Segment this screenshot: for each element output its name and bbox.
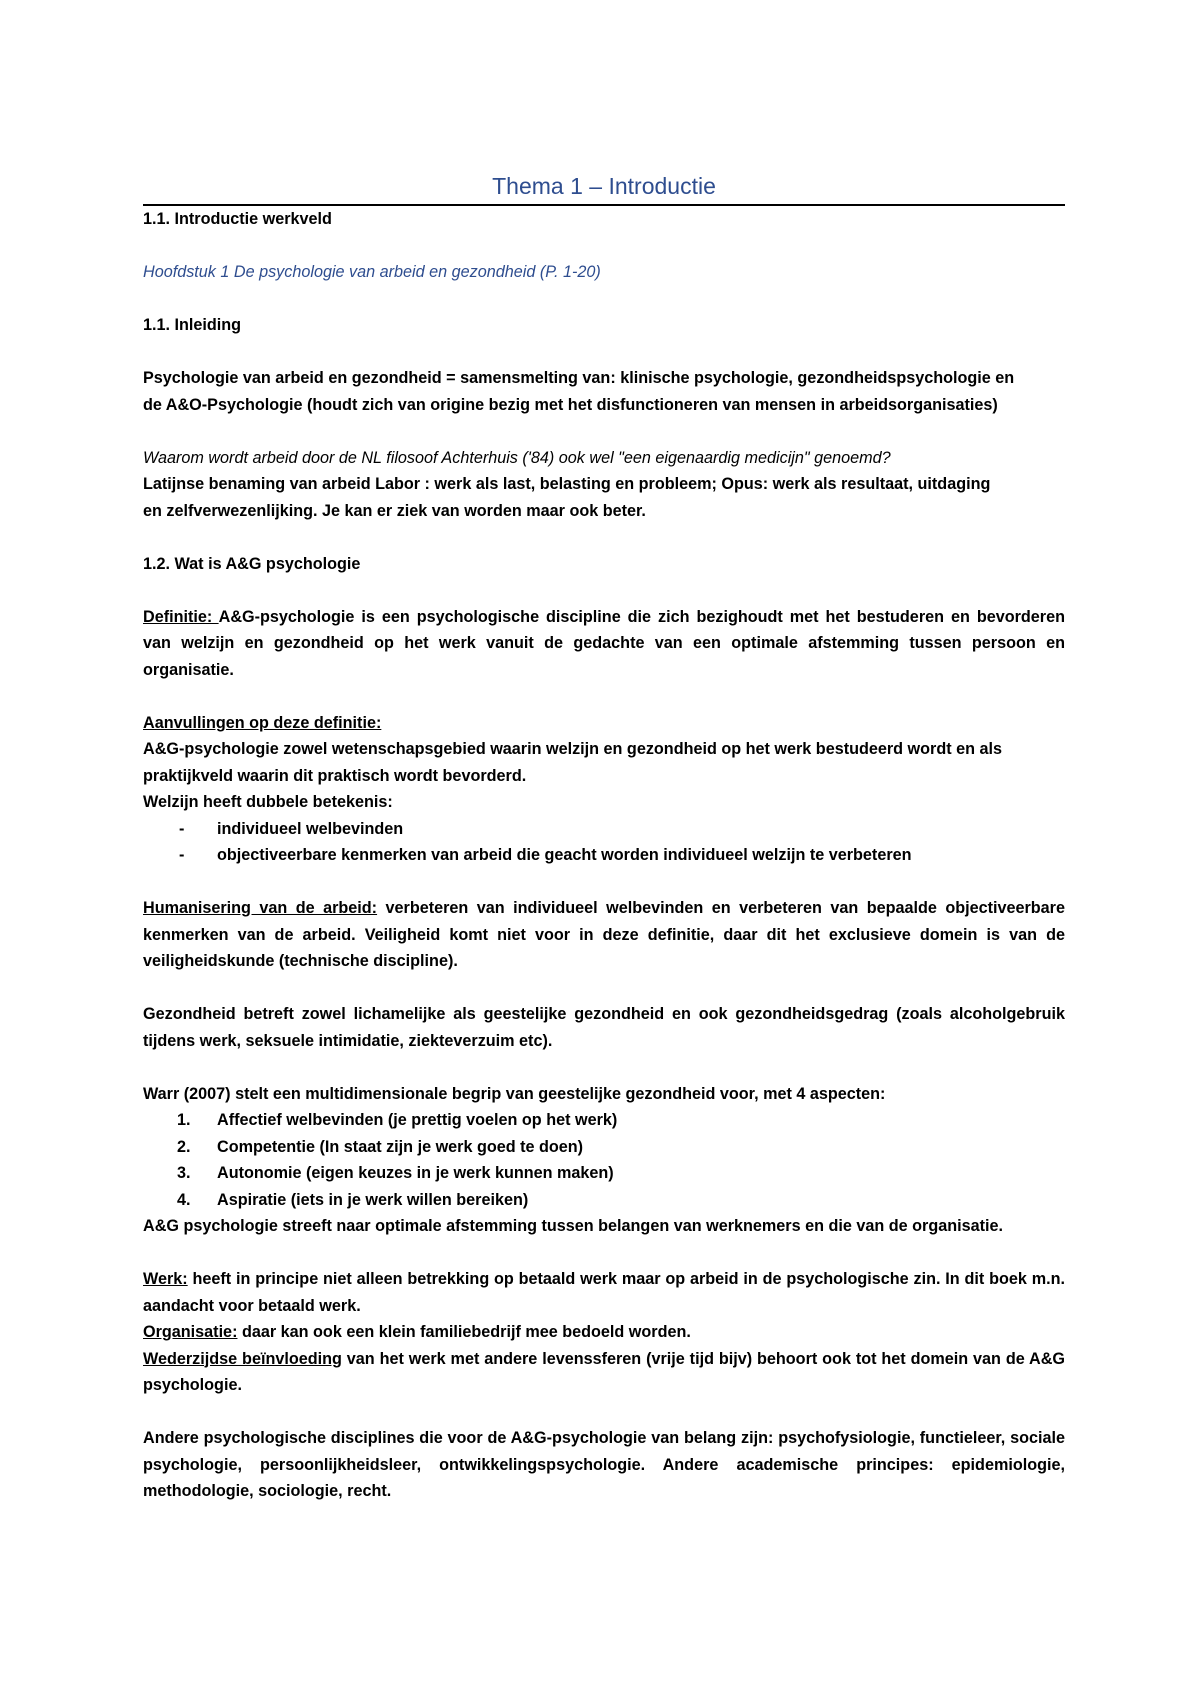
- werk-label: Werk:: [143, 1270, 188, 1288]
- paragraph-gezondheid: Gezondheid betreft zowel lichamelijke als geestelijke gezondheid en ook gezondheidsgedrag (zoals alcoholgebruik tijdens werk, seksuele intimidatie, ziekteverzuim etc).: [143, 1005, 1065, 1050]
- list-item: 2. Competentie (In staat zijn je werk goed te doen): [177, 1137, 584, 1156]
- aanvullingen-text: A&G-psychologie zowel wetenschapsgebied waarin welzijn en gezondheid op het werk bestudeerd wordt en als praktijkveld waarin dit praktisch wordt bevorderd.: [143, 740, 1002, 785]
- paragraph-humanisering: [143, 895, 1065, 975]
- section-heading-1-1: 1.1. Introductie werkveld: [143, 210, 332, 228]
- definitie-label: Definitie:: [143, 607, 219, 626]
- list-item: 3. Autonomie (eigen keuzes in je werk kunnen maken): [177, 1164, 614, 1182]
- paragraph-werk: [143, 1266, 1065, 1319]
- list-item: 4. Aspiratie (iets in je werk willen bereiken): [177, 1190, 529, 1209]
- paragraph-psychologie-line-1: Psychologie van arbeid en gezondheid = samensmelting van: klinische psychologie, gezondheidspsychologie en: [143, 369, 1015, 387]
- welzijn-list: [143, 816, 1065, 869]
- paragraph-andere-disciplines: Andere psychologische disciplines die voor de A&G-psychologie van belang zijn: psychofysiologie, functieleer, sociale psychologie, persoonlijkheidsleer, ontwikkelingspsychologie. Andere academische principes: epidemiologie, methodologie, sociologie, recht.: [143, 1429, 1065, 1500]
- paragraph-organisatie: [143, 1319, 1065, 1346]
- paragraph-wederzijdse: [143, 1346, 1065, 1399]
- chapter-heading: Hoofdstuk 1 De psychologie van arbeid en gezondheid (P. 1-20): [143, 263, 601, 281]
- paragraph-definitie: [143, 604, 1065, 684]
- organisatie-text: daar kan ook een klein familiebedrijf mee bedoeld worden.: [237, 1323, 691, 1341]
- welzijn-intro: Welzijn heeft dubbele betekenis:: [143, 793, 393, 811]
- humanisering-text: verbeteren van individueel welbevinden en verbeteren van bepaalde objectiveerbare kenmerken van de arbeid. Veiligheid komt niet voor in deze definitie, daar dit het exclusieve domein is van de veiligheidskunde (technische discipline).: [143, 899, 1065, 970]
- organisatie-label: Organisatie:: [143, 1323, 238, 1341]
- paragraph-latijn-line-1: Latijnse benaming van arbeid Labor : werk als last, belasting en probleem; Opus: werk als resultaat, uitdaging: [143, 475, 991, 493]
- wederzijdse-label: Wederzijdse beïnvloeding: [143, 1349, 342, 1368]
- humanisering-label: Humanisering van de arbeid:: [143, 899, 378, 917]
- warr-aspect-list: [143, 1107, 1065, 1213]
- aanvullingen-label: Aanvullingen op deze definitie:: [143, 713, 382, 732]
- werk-text: heeft in principe niet alleen betrekking op betaald werk maar op arbeid in de psychologische zin. In dit boek m.n. aandacht voor betaald werk.: [143, 1270, 1065, 1315]
- list-item: - individueel welbevinden: [179, 819, 404, 838]
- paragraph-latijn-line-2: en zelfverwezenlijking. Je kan er ziek van worden maar ook beter.: [143, 501, 646, 520]
- subsection-heading-inleiding: 1.1. Inleiding: [143, 316, 242, 334]
- paragraph-afstemming: A&G psychologie streeft naar optimale afstemming tussen belangen van werknemers en die van de organisatie.: [143, 1217, 1003, 1235]
- wederzijdse-text: van het werk met andere levenssferen (vrije tijd bijv) behoort ook tot het domein van de A&G psychologie.: [143, 1349, 1065, 1394]
- paragraph-psychologie-line-2: de A&O-Psychologie (houdt zich van origine bezig met het disfunctioneren van mensen in arbeidsorganisaties): [143, 395, 998, 414]
- list-item: 1. Affectief welbevinden (je prettig voelen op het werk): [177, 1111, 618, 1129]
- document-title: Thema 1 – Introductie: [492, 173, 716, 199]
- definitie-text: A&G-psychologie is een psychologische discipline die zich bezighoudt met het bestuderen en bevorderen van welzijn en gezondheid op het werk vanuit de gedachte van een optimale afstemming tussen persoon en organisatie.: [143, 607, 1065, 679]
- warr-intro: Warr (2007) stelt een multidimensionale begrip van geestelijke gezondheid voor, met 4 aspecten:: [143, 1084, 886, 1103]
- question-achterhuis: Waarom wordt arbeid door de NL filosoof Achterhuis ('84) ook wel "een eigenaardig medicijn" genoemd?: [143, 448, 891, 467]
- list-item: - objectiveerbare kenmerken van arbeid die geacht worden individueel welzijn te verbeteren: [179, 846, 912, 864]
- document-content: [143, 170, 1065, 1505]
- section-heading-1-2: 1.2. Wat is A&G psychologie: [143, 554, 361, 573]
